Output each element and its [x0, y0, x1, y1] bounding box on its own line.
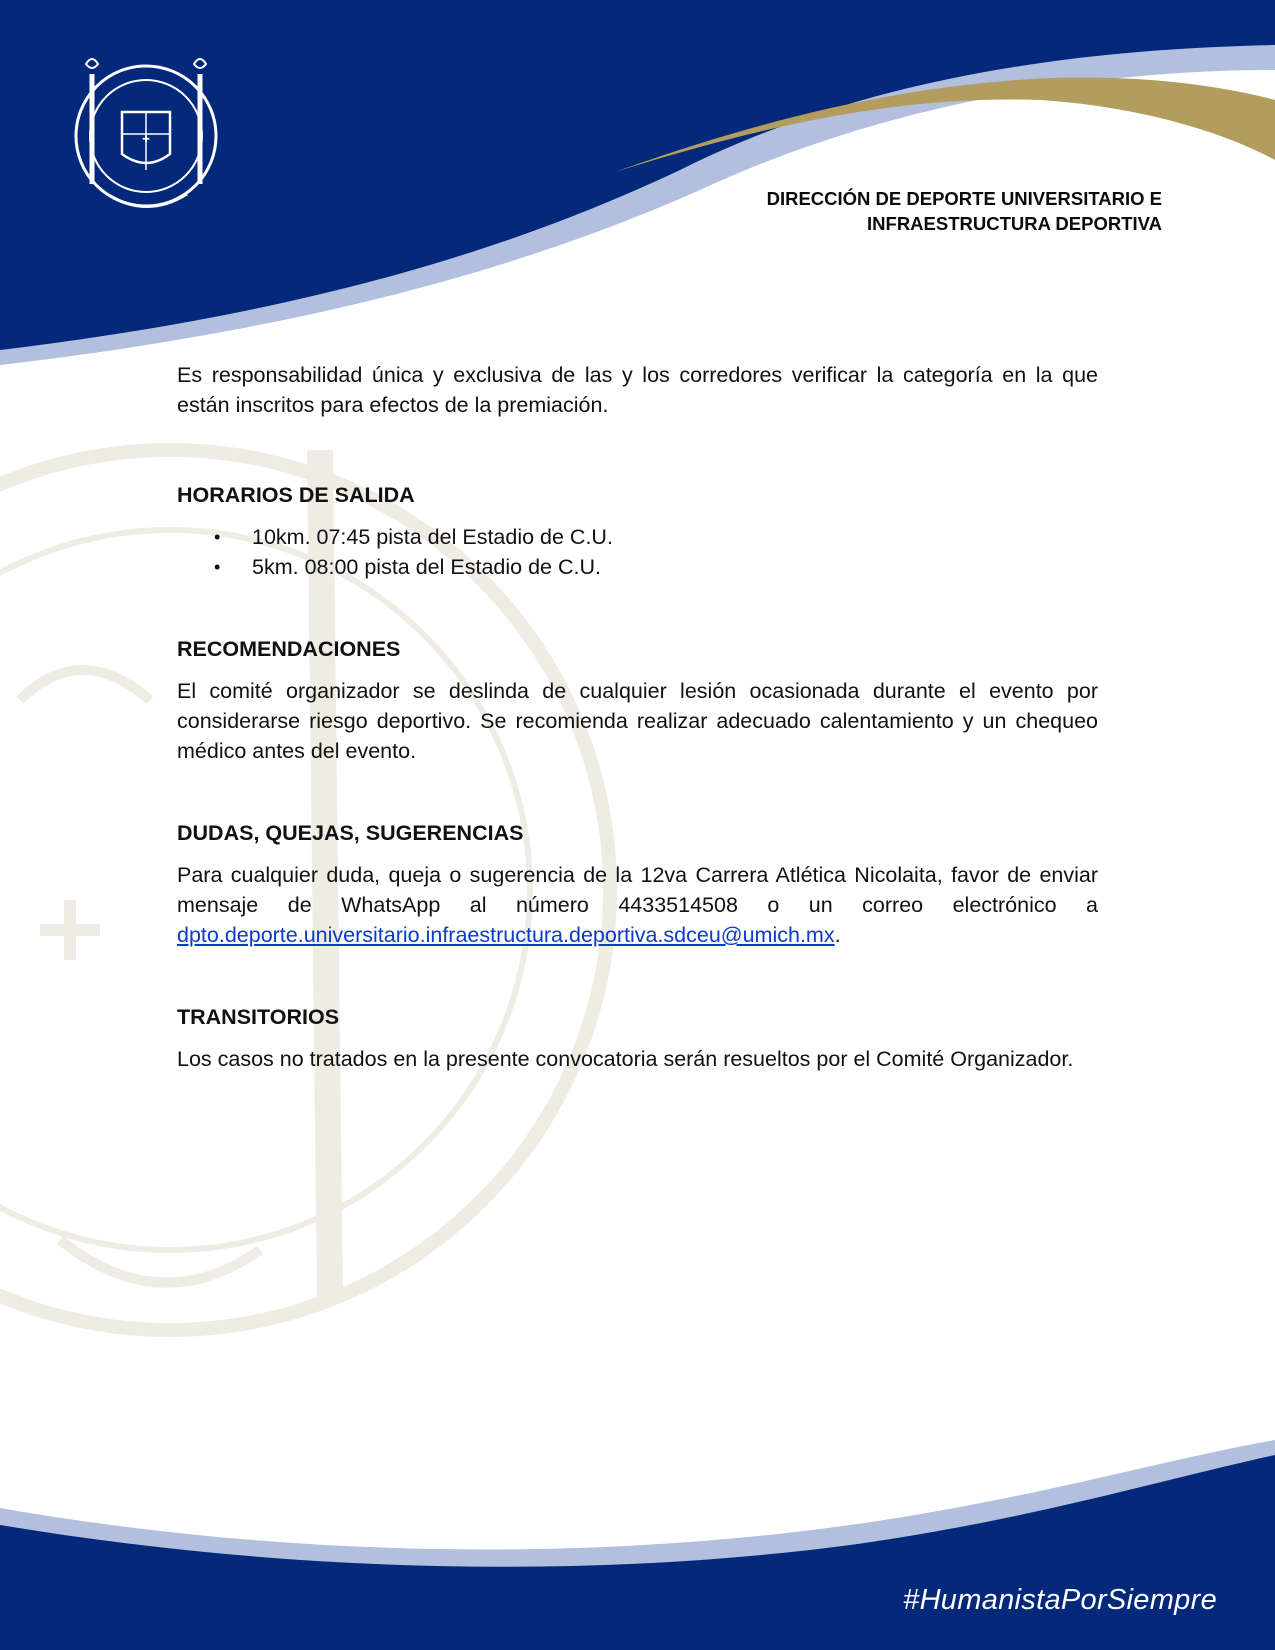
list-item — [177, 522, 1098, 552]
dudas-end: . — [834, 923, 841, 947]
svg-text:✚: ✚ — [142, 135, 150, 145]
contact-email-link[interactable]: dpto.deporte.universitario.infraestructura.deportiva.sdceu@umich.mx — [177, 923, 835, 947]
list-item — [177, 552, 1098, 582]
bullet-icon: • — [214, 527, 221, 547]
section-heading-horarios: HORARIOS DE SALIDA — [177, 483, 415, 507]
list-item-text: 5km. 08:00 pista del Estadio de C.U. — [252, 555, 601, 579]
dudas-text: Para cualquier duda, queja o sugerencia de la 12va Carrera Atlética Nicolaita, favor de enviar mensaje de WhatsApp al número 4433514508 o un correo electrónico a — [177, 863, 1098, 917]
department-line-1: DIRECCIÓN DE DEPORTE UNIVERSITARIO E — [766, 188, 1162, 209]
transitorios-paragraph: Los casos no tratados en la presente convocatoria serán resueltos por el Comité Organizador. — [177, 1047, 1074, 1071]
section-heading-dudas: DUDAS, QUEJAS, SUGERENCIAS — [177, 821, 524, 845]
section-heading-transitorios: TRANSITORIOS — [177, 1005, 340, 1029]
bullet-icon: • — [214, 557, 221, 577]
list-item-text: 10km. 07:45 pista del Estadio de C.U. — [252, 525, 613, 549]
departure-times-list — [177, 522, 1098, 582]
intro-paragraph: Es responsabilidad única y exclusiva de las y los corredores verificar la categoría en la que están inscritos para efectos de la premiación. — [177, 363, 1098, 417]
footer-hashtag: #HumanistaPorSiempre — [903, 1584, 1217, 1616]
recomendaciones-paragraph: El comité organizador se deslinda de cualquier lesión ocasionada durante el evento por considerarse riesgo deportivo. Se recomienda realizar adecuado calentamiento y un chequeo médico antes del evento. — [177, 679, 1098, 763]
section-heading-recomendaciones: RECOMENDACIONES — [177, 637, 401, 661]
dudas-paragraph — [177, 860, 1098, 950]
department-line-2: INFRAESTRUCTURA DEPORTIVA — [867, 213, 1162, 234]
document-body — [177, 360, 1098, 1074]
department-header — [642, 186, 1162, 236]
university-seal-logo — [62, 44, 230, 220]
